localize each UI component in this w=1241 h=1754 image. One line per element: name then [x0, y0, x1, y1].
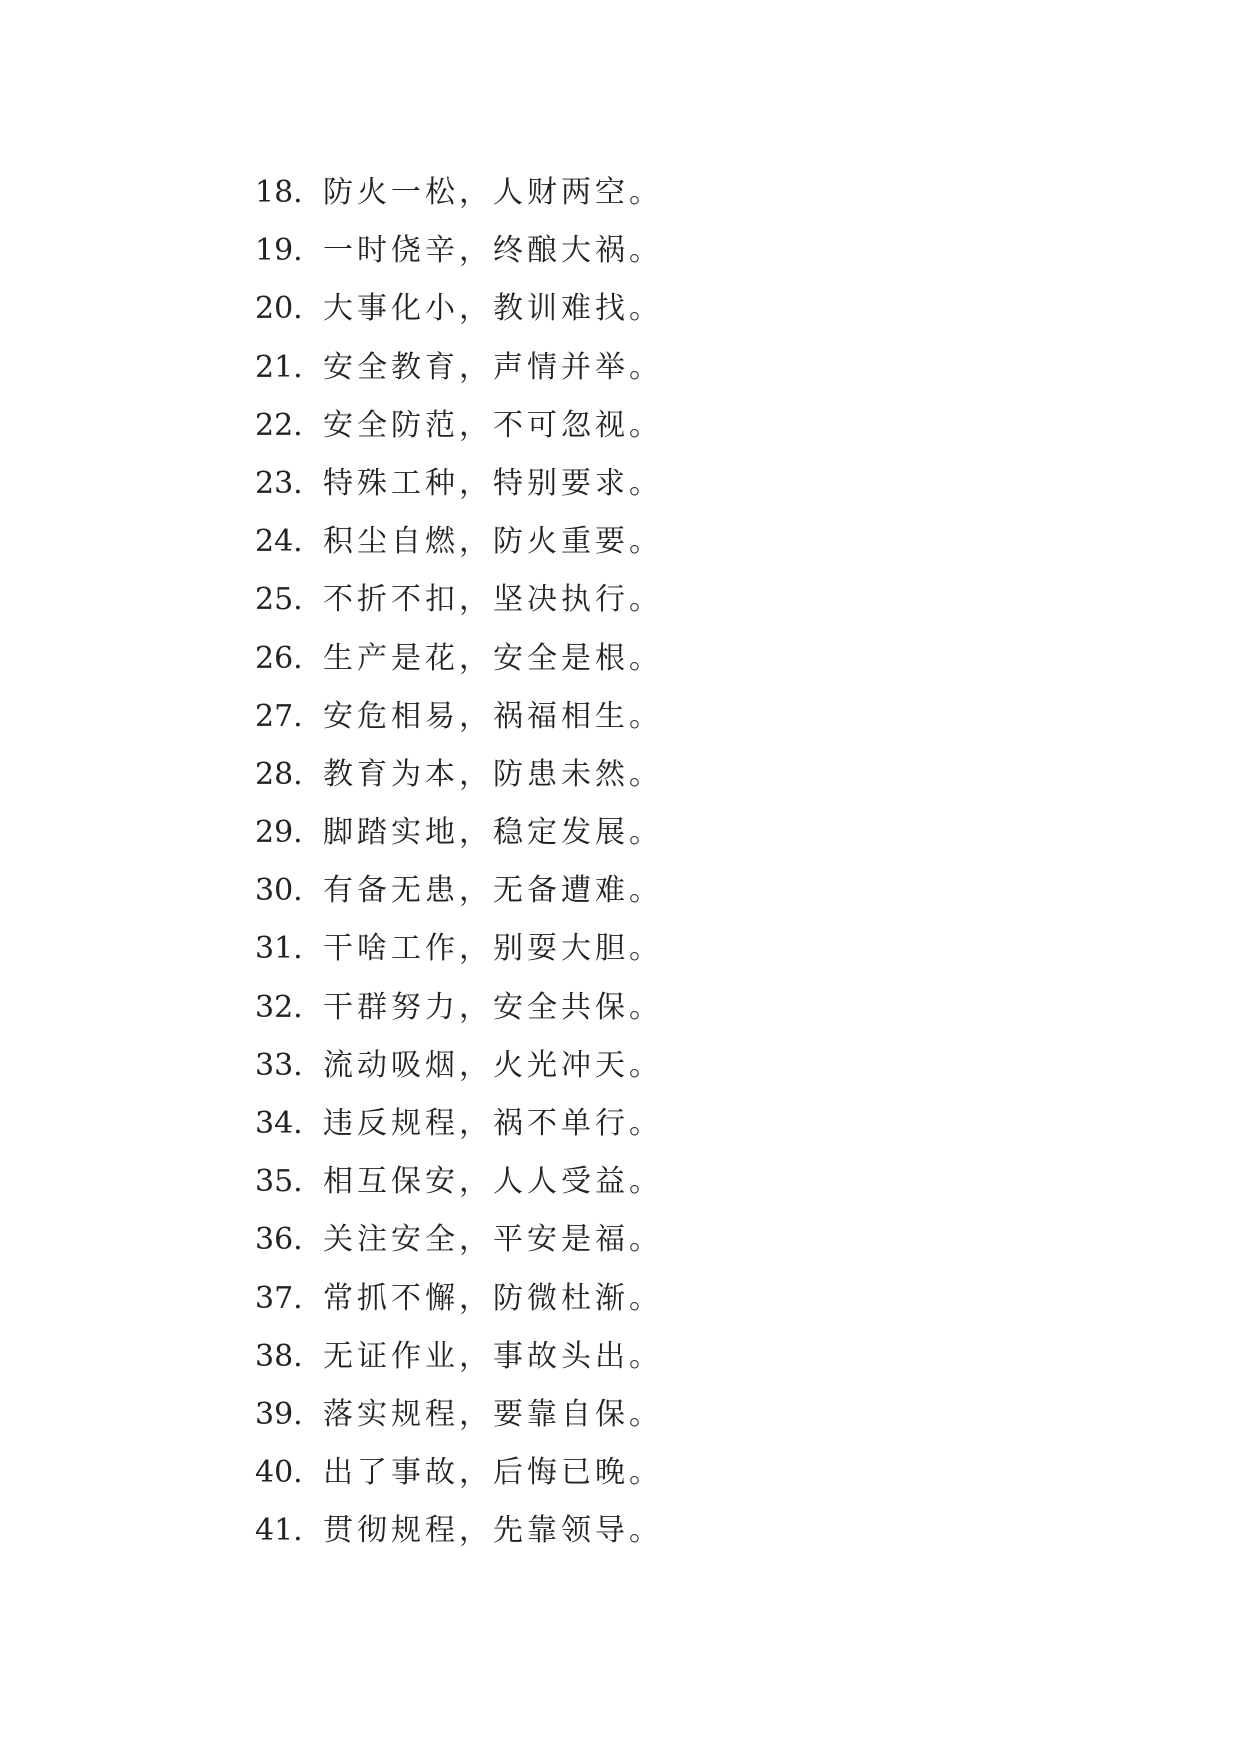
list-item: [255, 513, 663, 571]
item-text: 流动吸烟，火光冲天。: [323, 1047, 663, 1083]
list-item: [255, 455, 663, 513]
item-text: 违反规程，祸不单行。: [323, 1106, 663, 1141]
item-number: 37.: [255, 1280, 303, 1316]
item-text: 贯彻规程，先靠领导。: [323, 1513, 663, 1549]
item-number: 29.: [255, 815, 303, 851]
item-text: 相互保安，人人受益。: [323, 1164, 663, 1200]
item-text: 常抓不懈，防微杜渐。: [323, 1280, 663, 1316]
item-number: 22.: [255, 407, 303, 443]
item-text: 无证作业，事故头出。: [323, 1338, 663, 1374]
list-item: [255, 1037, 663, 1095]
list-item: [255, 688, 663, 746]
item-number: 30.: [255, 873, 303, 909]
item-number: 40.: [255, 1455, 303, 1491]
list-item: [255, 1270, 663, 1328]
list-item: [255, 222, 663, 280]
item-text: 积尘自燃，防火重要。: [323, 524, 663, 560]
list-item: [255, 339, 663, 397]
item-text: 教育为本，防患未然。: [323, 756, 663, 792]
item-number: 35.: [255, 1164, 303, 1200]
item-number: 25.: [255, 582, 303, 618]
item-text: 生产是花，安全是根。: [323, 640, 663, 676]
item-text: 不折不扣，坚决执行。: [323, 582, 663, 618]
list-item: [255, 1153, 663, 1211]
item-number: 36.: [255, 1222, 303, 1258]
item-text: 落实规程，要靠自保。: [323, 1396, 663, 1432]
list-item: [255, 1328, 663, 1386]
item-number: 32.: [255, 989, 303, 1025]
list-item: [255, 804, 663, 862]
item-number: 19.: [255, 233, 303, 269]
item-number: 34.: [255, 1106, 303, 1141]
item-text: 安全教育，声情并举。: [323, 349, 663, 385]
item-number: 39.: [255, 1396, 303, 1432]
item-number: 23.: [255, 465, 303, 501]
item-number: 31.: [255, 931, 303, 967]
list-item: [255, 1444, 663, 1502]
list-item: [255, 746, 663, 804]
item-number: 18.: [255, 175, 303, 210]
list-item: [255, 920, 663, 978]
list-item: [255, 397, 663, 455]
item-text: 大事化小，教训难找。: [323, 291, 663, 327]
item-number: 20.: [255, 291, 303, 327]
item-number: 26.: [255, 640, 303, 676]
item-number: 21.: [255, 349, 303, 385]
list-item: [255, 1211, 663, 1269]
item-text: 防火一松，人财两空。: [323, 175, 663, 210]
list-item: [255, 1502, 663, 1560]
item-number: 27.: [255, 698, 303, 734]
item-number: 28.: [255, 756, 303, 792]
item-text: 出了事故，后悔已晚。: [323, 1455, 663, 1491]
item-number: 24.: [255, 524, 303, 560]
list-item: [255, 571, 663, 629]
list-item: [255, 630, 663, 688]
list-item: [255, 164, 663, 222]
item-number: 33.: [255, 1047, 303, 1083]
list-item: [255, 1386, 663, 1444]
item-text: 特殊工种，特别要求。: [323, 465, 663, 501]
item-text: 安全防范，不可忽视。: [323, 407, 663, 443]
list-item: [255, 862, 663, 920]
list-item: [255, 1095, 663, 1153]
item-text: 脚踏实地，稳定发展。: [323, 815, 663, 851]
item-text: 关注安全，平安是福。: [323, 1222, 663, 1258]
item-text: 安危相易，祸福相生。: [323, 698, 663, 734]
item-text: 干啥工作，别耍大胆。: [323, 931, 663, 967]
item-number: 38.: [255, 1338, 303, 1374]
item-text: 干群努力，安全共保。: [323, 989, 663, 1025]
slogan-list: [255, 164, 663, 1561]
list-item: [255, 979, 663, 1037]
item-number: 41.: [255, 1513, 303, 1549]
item-text: 一时侥辛，终酿大祸。: [323, 233, 663, 269]
list-item: [255, 280, 663, 338]
item-text: 有备无患，无备遭难。: [323, 873, 663, 909]
